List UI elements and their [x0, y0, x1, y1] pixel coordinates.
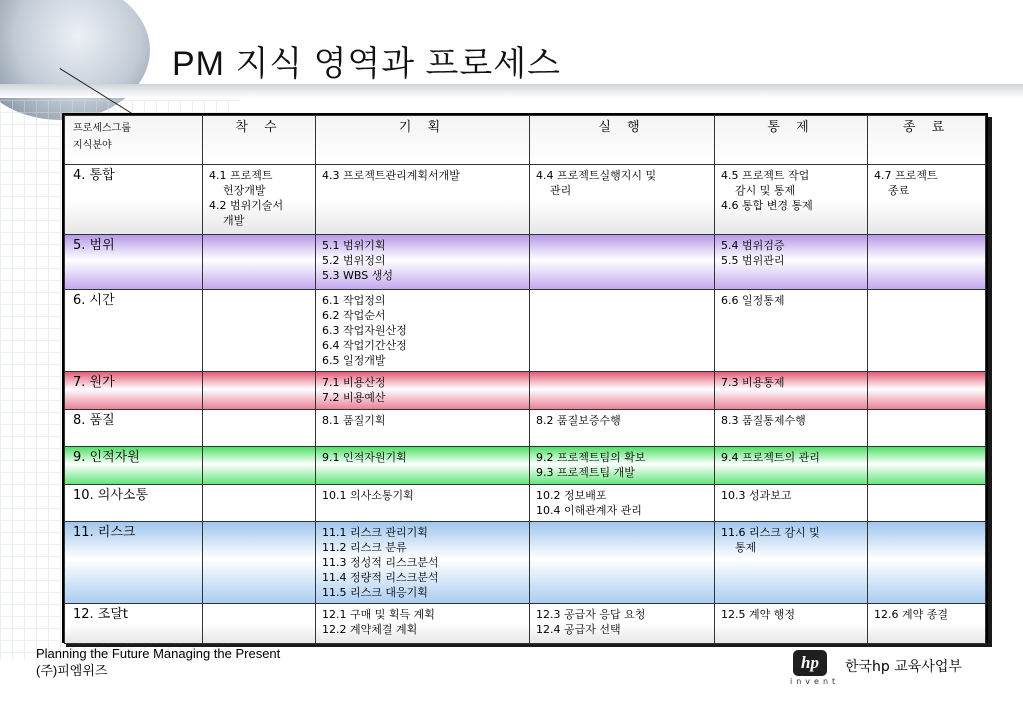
footer-slogan	[36, 645, 280, 679]
process-item: 5.4 범위검증	[721, 239, 785, 252]
process-cell	[530, 372, 715, 410]
process-cell	[203, 165, 316, 235]
process-cell	[316, 372, 530, 410]
process-item: 6.1 작업정의	[322, 294, 386, 307]
hp-education-label: 한국hp 교육사업부	[845, 659, 962, 675]
knowledge-area-cell: 6. 시간	[65, 290, 203, 372]
process-cell	[530, 485, 715, 522]
process-item: 5.3 WBS 생성	[322, 269, 393, 282]
corner-cell	[65, 116, 203, 165]
process-item: 4.2 범위기술서	[209, 199, 284, 212]
table-row	[65, 522, 986, 604]
process-item: 4.6 통합 변경 통제	[721, 199, 813, 212]
table-body	[65, 165, 986, 644]
process-cell	[715, 165, 868, 235]
process-cell	[203, 290, 316, 372]
process-cell	[868, 290, 986, 372]
process-item: 감시 및 통제	[721, 184, 796, 197]
process-table-frame	[62, 113, 988, 643]
process-cell	[316, 290, 530, 372]
process-item: 9.2 프로젝트팀의 확보	[536, 451, 646, 464]
footer-tagline: Planning the Future Managing the Present	[36, 646, 281, 661]
process-item: 5.2 범위정의	[322, 254, 386, 267]
process-cell	[868, 485, 986, 522]
table-row	[65, 485, 986, 522]
process-item: 10.1 의사소통기획	[322, 489, 414, 502]
process-item: 11.2 리스크 분류	[322, 541, 407, 554]
process-cell	[868, 447, 986, 485]
process-cell	[316, 604, 530, 644]
process-item: 9.3 프로젝트팀 개발	[536, 466, 635, 479]
phase-header-initiating: 착 수	[203, 116, 316, 165]
process-item: 11.6 리스크 감시 및	[721, 526, 820, 539]
process-cell	[203, 235, 316, 290]
process-cell	[203, 410, 316, 447]
process-item: 5.1 범위기획	[322, 239, 386, 252]
process-cell	[203, 372, 316, 410]
phase-header-planning: 기 획	[316, 116, 530, 165]
process-cell	[203, 485, 316, 522]
table-row	[65, 604, 986, 644]
process-cell	[316, 485, 530, 522]
process-cell	[530, 410, 715, 447]
phase-header-executing: 실 행	[530, 116, 715, 165]
process-cell	[530, 235, 715, 290]
knowledge-area-cell: 7. 원가	[65, 372, 203, 410]
process-cell	[868, 165, 986, 235]
process-item: 12.6 계약 종결	[874, 608, 948, 621]
process-item: 8.1 품질기획	[322, 414, 386, 427]
process-item: 6.2 작업순서	[322, 309, 386, 322]
process-item: 7.3 비용통제	[721, 376, 785, 389]
process-item: 헌장개발	[209, 184, 266, 197]
process-item: 7.2 비용예산	[322, 391, 386, 404]
phase-header-closing: 종 료	[868, 116, 986, 165]
process-item: 4.1 프로젝트	[209, 169, 273, 182]
process-item: 11.5 리스크 대응기획	[322, 586, 428, 599]
process-cell	[203, 522, 316, 604]
phase-header-controlling: 통 제	[715, 116, 868, 165]
process-item: 6.6 일정통제	[721, 294, 785, 307]
process-item: 4.3 프로젝트관리계획서개발	[322, 169, 460, 182]
knowledge-area-cell: 5. 범위	[65, 235, 203, 290]
table-row	[65, 235, 986, 290]
table-row	[65, 165, 986, 235]
process-item: 6.5 일정개발	[322, 354, 386, 367]
process-cell	[316, 410, 530, 447]
process-cell	[868, 235, 986, 290]
process-item: 12.2 계약체결 계획	[322, 623, 418, 636]
process-item: 12.5 계약 행정	[721, 608, 795, 621]
process-cell	[530, 165, 715, 235]
process-cell	[715, 604, 868, 644]
process-item: 통제	[721, 541, 757, 554]
process-cell	[868, 522, 986, 604]
process-cell	[530, 604, 715, 644]
footer-company: (주)피엠위즈	[36, 663, 108, 678]
corner-knowledge-area: 지식분야	[73, 140, 112, 151]
process-item: 6.4 작업기간산정	[322, 339, 407, 352]
process-cell	[715, 447, 868, 485]
process-item: 12.3 공급자 응답 요청	[536, 608, 646, 621]
table-row	[65, 372, 986, 410]
process-item: 11.1 리스크 관리기획	[322, 526, 428, 539]
process-cell	[203, 447, 316, 485]
process-cell	[715, 522, 868, 604]
process-item: 11.3 정성적 리스크분석	[322, 556, 439, 569]
process-item: 9.4 프로젝트의 관리	[721, 451, 820, 464]
process-cell	[715, 372, 868, 410]
process-item: 종료	[874, 184, 910, 197]
page-title: PM 지식 영역과 프로세스	[172, 45, 561, 83]
table-row	[65, 290, 986, 372]
process-cell	[715, 290, 868, 372]
process-cell	[316, 235, 530, 290]
process-item: 개발	[209, 214, 245, 227]
process-cell	[715, 410, 868, 447]
process-item: 7.1 비용산정	[322, 376, 386, 389]
process-cell	[530, 447, 715, 485]
knowledge-area-cell: 8. 품질	[65, 410, 203, 447]
process-item: 10.2 정보배포	[536, 489, 607, 502]
process-cell	[530, 522, 715, 604]
knowledge-area-cell: 10. 의사소통	[65, 485, 203, 522]
process-cell	[715, 485, 868, 522]
hp-logo: hp	[793, 650, 827, 676]
process-item: 4.5 프로젝트 작업	[721, 169, 810, 182]
header-band	[0, 84, 1023, 98]
process-cell	[530, 290, 715, 372]
process-cell	[316, 522, 530, 604]
process-item: 6.3 작업자원산정	[322, 324, 407, 337]
process-item: 4.4 프로젝트실행지시 및	[536, 169, 657, 182]
process-cell	[868, 604, 986, 644]
process-cell	[868, 372, 986, 410]
process-item: 8.3 품질통제수행	[721, 414, 806, 427]
process-item: 12.1 구매 및 획득 계획	[322, 608, 435, 621]
process-cell	[203, 604, 316, 644]
process-item: 12.4 공급자 선택	[536, 623, 621, 636]
process-item: 4.7 프로젝트	[874, 169, 938, 182]
process-cell	[868, 410, 986, 447]
process-item: 11.4 정량적 리스크분석	[322, 571, 439, 584]
process-item: 8.2 품질보증수행	[536, 414, 621, 427]
process-item: 5.5 범위관리	[721, 254, 785, 267]
table-header-row	[65, 116, 986, 165]
process-cell	[715, 235, 868, 290]
corner-process-group: 프로세스그룹	[73, 123, 131, 134]
knowledge-area-cell: 12. 조달t	[65, 604, 203, 644]
process-cell	[316, 165, 530, 235]
knowledge-area-cell: 4. 통합	[65, 165, 203, 235]
process-item: 9.1 인적자원기획	[322, 451, 407, 464]
hp-invent-text: invent	[790, 677, 840, 686]
knowledge-area-cell: 9. 인적자원	[65, 447, 203, 485]
process-cell	[316, 447, 530, 485]
table-row	[65, 447, 986, 485]
process-table	[64, 115, 986, 644]
process-item: 10.3 성과보고	[721, 489, 792, 502]
table-row	[65, 410, 986, 447]
knowledge-area-cell: 11. 리스크	[65, 522, 203, 604]
process-item: 관리	[536, 184, 572, 197]
process-item: 10.4 이해관계자 관리	[536, 504, 642, 517]
